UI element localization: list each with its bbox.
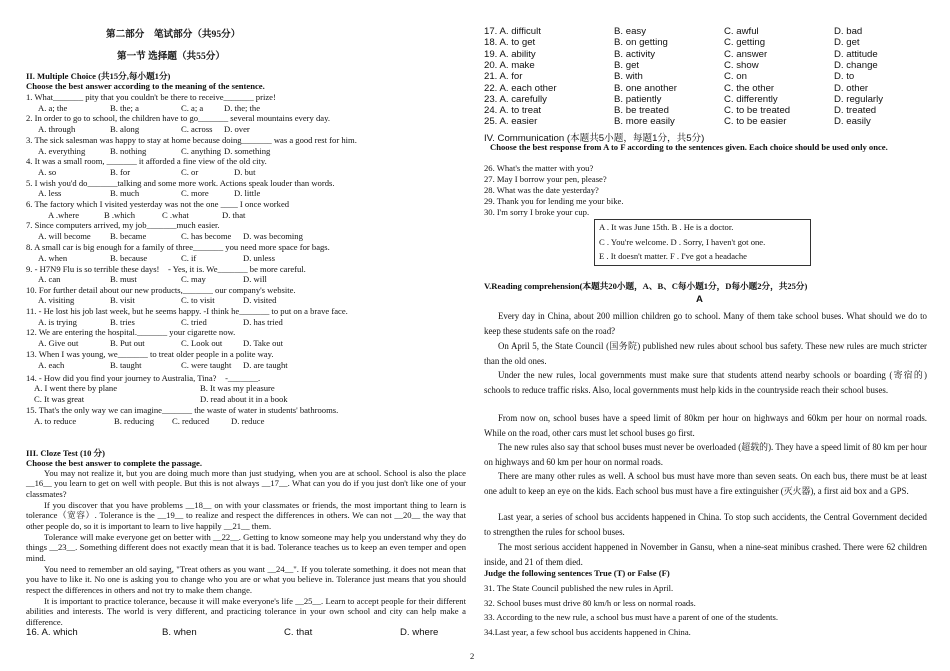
- cloze-option: C. awful: [724, 26, 759, 37]
- mc-question: 1. What_______ pity that you couldn't be there to receive_______ prize!: [26, 92, 276, 102]
- cloze-option: C. getting: [724, 37, 766, 49]
- mc-option: C. across: [181, 124, 213, 135]
- cloze-paragraph-4: You need to remember an old saying, "Treat others as you want __24__". If you tolerate something. it does not mean that you have to like it. No one is asking you to change who you are or what you believe in. Tolerance just means that you should respect the differences in others and not try to make them change.: [26, 564, 466, 595]
- cloze-option: B. get: [614, 59, 640, 71]
- mc-option: A. so: [38, 166, 57, 177]
- cloze-option: 22. A. each other: [484, 82, 557, 94]
- mc-option: C. Look out: [181, 338, 223, 349]
- cloze-option: B. one another: [614, 82, 677, 94]
- mc-option: A. when: [38, 252, 68, 263]
- cloze-option: C. answer: [724, 48, 768, 60]
- section-title: 第一节 选择题（共55分）: [117, 51, 225, 62]
- mc-question: 10. For further detail about our new products,_______ our company's website.: [26, 284, 296, 295]
- reading-paragraph: Under the new rules, local governments must make sure that students attend nearby schools or boarding (寄宿的) schools to reduce traffic risks. Also, local governments must help kids in the countryside reach their school buses.: [484, 370, 927, 395]
- cloze-option: B. easy: [614, 26, 646, 37]
- mc-option: D. but: [234, 166, 256, 177]
- cloze-16-c: C. that: [284, 627, 313, 638]
- communication-item: 29. Thank you for lending me your bike.: [484, 195, 624, 206]
- cloze-option: D. get: [834, 37, 860, 49]
- mc-question: 4. It was a small room, _______ it afforded a fine view of the old city.: [26, 156, 267, 167]
- mc-option: C. anything: [181, 145, 222, 156]
- response-option-line-1: A . It was June 15th. B . He is a doctor.: [599, 222, 734, 232]
- mc-question: 8. A small car is big enough for a family of three_______ you need more space for bags.: [26, 241, 330, 252]
- cloze-paragraph-2: If you discover that you have problems __18__ on with your classmates or friends, the most important thing to learn is tolerance（宽容）. Tolerance is the __19__ to realize and respect the differences in others. We can not __20__ the way that other people do, so it is important to learn to live happily __21__ them.: [26, 500, 466, 531]
- mc-option: D. has tried: [243, 316, 283, 327]
- mc-option: C. has become: [181, 231, 232, 242]
- mc-question: 5. I wish you'd do_______talking and some more work. Actions speak louder than words.: [26, 177, 335, 188]
- cloze-paragraph-5: It is important to practice tolerance, because it will make everyone's life __25__. Learn to accept people for their different abilities and interests. The world is very different, and practicing tolerance in your own school and city can help make a difference.: [26, 596, 466, 627]
- cloze-instruction: Choose the best answer to complete the passage.: [26, 458, 202, 468]
- communication-item: 27. May I borrow your pen, please?: [484, 173, 607, 184]
- mc-question: 3. The sick salesman was happy to stay at home because doing_______ was a good rest for him.: [26, 134, 357, 145]
- cloze-option: 19. A. ability: [484, 48, 536, 60]
- mc-option: D. over: [224, 124, 250, 135]
- cloze-option: C. show: [724, 59, 759, 71]
- mc-option: B. became: [110, 231, 147, 242]
- mc-option: A. Give out: [38, 338, 79, 349]
- mc-heading: II. Multiple Choice (共15分,每小题1分): [26, 71, 171, 81]
- mc-question: 13. When I was young, we_______ to treat older people in a polite way.: [26, 348, 274, 359]
- mc-option: C. to visit: [181, 295, 215, 306]
- cloze-option: C. differently: [724, 93, 778, 105]
- cloze-option: D. regularly: [834, 93, 884, 105]
- response-option-line-2: C . You're welcome. D . Sorry, I haven't got one.: [599, 237, 766, 247]
- cloze-option: 23. A. carefully: [484, 93, 547, 105]
- mc-option: D. the; the: [224, 102, 261, 113]
- true-false-item: 32. School buses must drive 80 km/h or less on normal roads.: [484, 597, 696, 608]
- cloze-option: 21. A. for: [484, 71, 523, 83]
- reading-paragraph: The most serious accident happened in November in Gansu, when a nine-seat minibus crashed. There were 62 children inside, and 21 of them died.: [484, 542, 927, 567]
- reading-paragraph: There are many other rules as well. A school bus must have more than seven seats. On each bus, there must be at least one adult to keep an eye on the kids. Each school bus must have a fire extinguisher (灭火器), a first aid box and a GPS.: [484, 471, 927, 496]
- mc-option: B. tries: [110, 316, 135, 327]
- reading-paragraph: Every day in China, about 200 million children go to school. Many of them take school buses. What should we do to keep these students safe on the road?: [484, 311, 927, 336]
- mc-option: C .what: [162, 209, 189, 220]
- cloze-option: D. bad: [834, 26, 863, 37]
- mc-option: A. visiting: [38, 295, 75, 306]
- mc-option: C. may: [181, 273, 206, 284]
- mc-question: 11. - He lost his job last week, but he seems happy. -I think he_______ to put on a brave face.: [26, 306, 348, 316]
- cloze-option: D. other: [834, 82, 869, 94]
- true-false-heading: Judge the following sentences True (T) or False (F): [484, 568, 670, 578]
- cloze-option: D. to: [834, 71, 855, 83]
- mc-option: A. through: [38, 124, 76, 135]
- mc-option: B. nothing: [110, 145, 147, 156]
- mc-option: D. little: [234, 188, 261, 199]
- mc-option: C. tried: [181, 316, 207, 327]
- cloze-paragraph-1: You may not realize it, but you are doing much more than just studying, when you are at school. School is also the place __16__ you learn to get on well with people. But this is not always __17__. What can you do if you just don't like one of your classmates?: [26, 468, 466, 499]
- question-15: 15. That's the only way we can imagine_______ the waste of water in students' bathrooms.: [26, 405, 339, 415]
- mc-option: D. Take out: [243, 338, 284, 349]
- cloze-option: C. on: [724, 71, 747, 83]
- mc-option: D. that: [222, 209, 246, 220]
- q14-option-b: B. It was my pleasure: [200, 383, 275, 393]
- q15-option-c: C. reduced: [172, 416, 210, 426]
- mc-option: D. will: [243, 273, 267, 284]
- passage-label: A: [696, 294, 703, 305]
- communication-instruction: Choose the best response from A to F according to the sentences given. Each choice should be used only once.: [490, 142, 888, 152]
- part-title: 第二部分 笔试部分（共95分）: [106, 29, 241, 40]
- cloze-option: C. to be easier: [724, 116, 787, 128]
- mc-option: A .where: [48, 209, 80, 220]
- q15-option-b: B. reducing: [114, 416, 155, 426]
- mc-option: D. something: [224, 145, 271, 156]
- cloze-option: B. be treated: [614, 105, 669, 117]
- cloze-option: D. treated: [834, 105, 877, 117]
- mc-option: B .which: [104, 209, 136, 220]
- mc-option: A. each: [38, 359, 65, 370]
- cloze-option: B. with: [614, 71, 643, 83]
- cloze-option: B. more easily: [614, 116, 675, 128]
- mc-question: 9. - H7N9 Flu is so terrible these days! - Yes, it is. We_______ be more careful.: [26, 264, 306, 275]
- mc-question: 6. The factory which I visited yesterday was not the one ____ I once worked: [26, 199, 290, 209]
- q15-option-d: D. reduce: [231, 416, 265, 426]
- cloze-option: B. patiently: [614, 93, 662, 105]
- cloze-option: B. on getting: [614, 37, 668, 49]
- mc-option: B. for: [110, 166, 131, 177]
- q14-option-d: D. read about it in a book: [200, 394, 288, 404]
- cloze-16-d: D. where: [400, 627, 439, 638]
- mc-option: D. visited: [243, 295, 277, 306]
- mc-option: A. can: [38, 273, 61, 284]
- cloze-option: B. activity: [614, 48, 656, 60]
- mc-option: C. a; a: [181, 102, 204, 113]
- mc-option: B. along: [110, 124, 140, 135]
- communication-heading: IV. Communication (本题共5小题，每题1分，共5分): [484, 133, 705, 144]
- mc-option: A. a; the: [38, 102, 68, 113]
- mc-option: A. less: [38, 188, 62, 199]
- cloze-option: D. easily: [834, 116, 871, 128]
- cloze-16-b: B. when: [162, 627, 197, 638]
- communication-item: 26. What's the matter with you?: [484, 163, 594, 173]
- cloze-option: 18. A. to get: [484, 37, 536, 49]
- communication-item: 28. What was the date yesterday?: [484, 184, 599, 195]
- mc-option: D. was becoming: [243, 231, 303, 242]
- cloze-option: D. change: [834, 59, 878, 71]
- mc-question: 12. We are entering the hospital._______ your cigarette now.: [26, 327, 236, 338]
- cloze-heading: III. Cloze Test (10 分): [26, 448, 106, 458]
- q14-option-a: A. I went there by plane: [34, 383, 118, 393]
- true-false-item: 34.Last year, a few school bus accidents happened in China.: [484, 626, 691, 637]
- question-14: 14. - How did you find your journey to Australia, Tina? -_______.: [26, 373, 261, 383]
- response-options-box: [594, 219, 811, 266]
- q14-option-c: C. It was great: [34, 394, 85, 404]
- cloze-option: 25. A. easier: [484, 116, 538, 128]
- cloze-option: C. to be treated: [724, 105, 791, 117]
- mc-option: B. taught: [110, 359, 142, 370]
- mc-option: B. much: [110, 188, 140, 199]
- mc-option: C. were taught: [181, 359, 232, 370]
- reading-paragraph: The new rules also say that school buses must never be overloaded (超载的). They have a speed limit of 80 km per hour on highways and 60 km per hour on normal roads.: [484, 442, 927, 467]
- mc-option: C. more: [181, 188, 209, 199]
- reading-paragraph: On April 5, the State Council (国务院) published new rules about school bus safety. These new rules are much stricter than the old ones.: [484, 341, 927, 366]
- mc-option: A. will become: [38, 231, 91, 242]
- mc-option: B. because: [110, 252, 148, 263]
- reading-paragraph: From now on, school buses have a speed limit of 80km per hour on highways and 60km per hour on normal roads. While on the road, other cars must let school buses go first.: [484, 413, 927, 438]
- response-option-line-3: E . It doesn't matter. F . I've got a headache: [599, 251, 747, 261]
- mc-option: D. are taught: [243, 359, 288, 370]
- mc-option: A. everything: [38, 145, 86, 156]
- cloze-option: 17. A. difficult: [484, 26, 541, 37]
- q15-option-a: A. to reduce: [34, 416, 77, 426]
- mc-option: B. visit: [110, 295, 135, 306]
- mc-option: B. the; a: [110, 102, 139, 113]
- mc-option: C. or: [181, 166, 199, 177]
- reading-heading: V.Reading comprehension(本题共20小题，A、B、C每小题1分，D每小题2分，共25分): [484, 281, 808, 291]
- mc-option: C. if: [181, 252, 197, 263]
- cloze-paragraph-3: Tolerance will make everyone get on better with __22__. Getting to know someone may help you understand why they do things __23__. Something different does not exactly mean that it is bad. Tolerance teaches us to keep an even temper and open mind.: [26, 532, 466, 563]
- cloze-option: D. attitude: [834, 48, 878, 60]
- cloze-option: 24. A. to treat: [484, 105, 542, 117]
- cloze-16-a: 16. A. which: [26, 627, 78, 638]
- mc-option: B. Put out: [110, 338, 145, 349]
- mc-instruction: Choose the best answer according to the meaning of the sentence.: [26, 81, 265, 91]
- page-number: 2: [470, 651, 475, 661]
- mc-option: B. must: [110, 273, 137, 284]
- cloze-option: 20. A. make: [484, 59, 535, 71]
- true-false-item: 31. The State Council published the new rules in April.: [484, 583, 674, 593]
- mc-option: A. is trying: [38, 316, 77, 327]
- mc-question: 2. In order to go to school, the children have to go_______ several mountains every day.: [26, 113, 330, 124]
- communication-item: 30. I'm sorry I broke your cup.: [484, 206, 590, 217]
- reading-paragraph: Last year, a series of school bus accidents happened in China. To stop such accidents, the Central Government decided to strengthen the rules for school buses.: [484, 512, 927, 537]
- mc-option: D. unless: [243, 252, 275, 263]
- cloze-option: C. the other: [724, 82, 775, 94]
- true-false-item: 33. According to the new rule, a school bus must have a parent of one of the students.: [484, 612, 779, 622]
- mc-question: 7. Since computers arrived, my job_______much easier.: [26, 220, 220, 231]
